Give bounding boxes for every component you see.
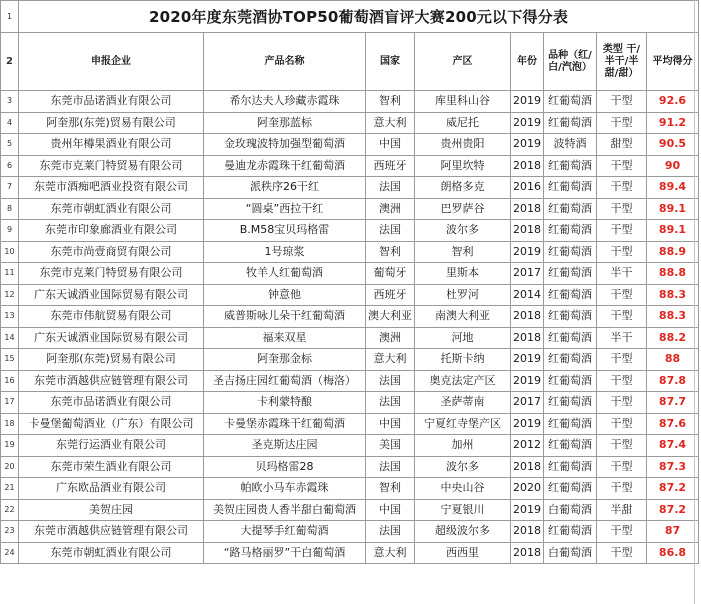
country-cell: 意大利 bbox=[366, 349, 415, 371]
region-cell: 库里科山谷 bbox=[415, 91, 511, 113]
variety-cell: 白葡萄酒 bbox=[544, 499, 597, 521]
product-cell: 阿奎那蓝标 bbox=[204, 112, 366, 134]
type-cell: 干型 bbox=[597, 392, 647, 414]
variety-cell: 红葡萄酒 bbox=[544, 284, 597, 306]
type-cell: 干型 bbox=[597, 521, 647, 543]
product-cell: 金玫瑰波特加强型葡萄酒 bbox=[204, 134, 366, 156]
year-cell: 2018 bbox=[511, 456, 544, 478]
header-row bbox=[1, 33, 699, 91]
company-cell: 东莞市朝虹酒业有限公司 bbox=[19, 542, 204, 564]
row-number: 17 bbox=[1, 392, 19, 414]
table-row bbox=[1, 499, 699, 521]
year-cell: 2020 bbox=[511, 478, 544, 500]
company-cell: 东莞市品诺酒业有限公司 bbox=[19, 91, 204, 113]
product-cell: “圆桌”西拉干红 bbox=[204, 198, 366, 220]
row-number: 14 bbox=[1, 327, 19, 349]
company-cell: 广东天诚酒业国际贸易有限公司 bbox=[19, 327, 204, 349]
row-number: 5 bbox=[1, 134, 19, 156]
grid-edge bbox=[694, 0, 701, 604]
title-row bbox=[1, 1, 699, 33]
product-cell: 福来双星 bbox=[204, 327, 366, 349]
region-cell: 智利 bbox=[415, 241, 511, 263]
company-cell: 东莞市荣生酒业有限公司 bbox=[19, 456, 204, 478]
product-cell: 卡曼堡赤霞珠干红葡萄酒 bbox=[204, 413, 366, 435]
header-type: 类型 干/半干/半甜/甜） bbox=[597, 33, 647, 91]
company-cell: 阿奎那(东莞)贸易有限公司 bbox=[19, 112, 204, 134]
country-cell: 法国 bbox=[366, 521, 415, 543]
row-number: 3 bbox=[1, 91, 19, 113]
type-cell: 干型 bbox=[597, 413, 647, 435]
year-cell: 2018 bbox=[511, 521, 544, 543]
company-cell: 阿奎那(东莞)贸易有限公司 bbox=[19, 349, 204, 371]
region-cell: 宁夏银川 bbox=[415, 499, 511, 521]
company-cell: 东莞市朝虹酒业有限公司 bbox=[19, 198, 204, 220]
country-cell: 法国 bbox=[366, 177, 415, 199]
product-cell: 圣吉扬庄园红葡萄酒（梅洛） bbox=[204, 370, 366, 392]
variety-cell: 红葡萄酒 bbox=[544, 263, 597, 285]
region-cell: 中央山谷 bbox=[415, 478, 511, 500]
region-cell: 圣萨蒂南 bbox=[415, 392, 511, 414]
country-cell: 澳洲 bbox=[366, 198, 415, 220]
country-cell: 西班牙 bbox=[366, 155, 415, 177]
country-cell: 法国 bbox=[366, 392, 415, 414]
table-row bbox=[1, 284, 699, 306]
country-cell: 中国 bbox=[366, 134, 415, 156]
product-cell: 1号琼浆 bbox=[204, 241, 366, 263]
row-number: 18 bbox=[1, 413, 19, 435]
region-cell: 里斯本 bbox=[415, 263, 511, 285]
row-number: 16 bbox=[1, 370, 19, 392]
country-cell: 澳大利亚 bbox=[366, 306, 415, 328]
score-cell: 86.8 bbox=[647, 542, 699, 564]
row-number: 12 bbox=[1, 284, 19, 306]
row-number: 10 bbox=[1, 241, 19, 263]
year-cell: 2019 bbox=[511, 241, 544, 263]
table-row bbox=[1, 456, 699, 478]
variety-cell: 红葡萄酒 bbox=[544, 220, 597, 242]
region-cell: 贵州贵阳 bbox=[415, 134, 511, 156]
table-row bbox=[1, 263, 699, 285]
country-cell: 西班牙 bbox=[366, 284, 415, 306]
row-number: 4 bbox=[1, 112, 19, 134]
type-cell: 干型 bbox=[597, 478, 647, 500]
company-cell: 东莞市品诺酒业有限公司 bbox=[19, 392, 204, 414]
company-cell: 东莞市酒痴吧酒业投资有限公司 bbox=[19, 177, 204, 199]
year-cell: 2018 bbox=[511, 198, 544, 220]
variety-cell: 红葡萄酒 bbox=[544, 177, 597, 199]
product-cell: 卡利蒙特酿 bbox=[204, 392, 366, 414]
region-cell: 加州 bbox=[415, 435, 511, 457]
company-cell: 广东天诚酒业国际贸易有限公司 bbox=[19, 284, 204, 306]
type-cell: 干型 bbox=[597, 241, 647, 263]
year-cell: 2019 bbox=[511, 413, 544, 435]
score-cell: 87.8 bbox=[647, 370, 699, 392]
table-row bbox=[1, 198, 699, 220]
region-cell: 波尔多 bbox=[415, 220, 511, 242]
row-number: 6 bbox=[1, 155, 19, 177]
product-cell: 贝玛格雷28 bbox=[204, 456, 366, 478]
score-cell: 87.2 bbox=[647, 499, 699, 521]
variety-cell: 红葡萄酒 bbox=[544, 155, 597, 177]
region-cell: 河地 bbox=[415, 327, 511, 349]
type-cell: 半干 bbox=[597, 327, 647, 349]
product-cell: “路马格丽罗”干白葡萄酒 bbox=[204, 542, 366, 564]
variety-cell: 红葡萄酒 bbox=[544, 521, 597, 543]
country-cell: 法国 bbox=[366, 220, 415, 242]
year-cell: 2017 bbox=[511, 263, 544, 285]
country-cell: 意大利 bbox=[366, 542, 415, 564]
row-number: 1 bbox=[1, 1, 19, 33]
year-cell: 2019 bbox=[511, 349, 544, 371]
company-cell: 东莞市酒越供应链管理有限公司 bbox=[19, 370, 204, 392]
variety-cell: 红葡萄酒 bbox=[544, 478, 597, 500]
variety-cell: 红葡萄酒 bbox=[544, 241, 597, 263]
region-cell: 托斯卡纳 bbox=[415, 349, 511, 371]
variety-cell: 红葡萄酒 bbox=[544, 392, 597, 414]
score-cell: 87.7 bbox=[647, 392, 699, 414]
variety-cell: 红葡萄酒 bbox=[544, 413, 597, 435]
variety-cell: 红葡萄酒 bbox=[544, 370, 597, 392]
table-row bbox=[1, 392, 699, 414]
type-cell: 干型 bbox=[597, 435, 647, 457]
product-cell: 钟意他 bbox=[204, 284, 366, 306]
product-cell: 威普斯咏儿朵干红葡萄酒 bbox=[204, 306, 366, 328]
score-cell: 87.3 bbox=[647, 456, 699, 478]
type-cell: 半甜 bbox=[597, 499, 647, 521]
year-cell: 2018 bbox=[511, 220, 544, 242]
type-cell: 干型 bbox=[597, 220, 647, 242]
year-cell: 2018 bbox=[511, 155, 544, 177]
company-cell: 东莞市酒越供应链管理有限公司 bbox=[19, 521, 204, 543]
region-cell: 威尼托 bbox=[415, 112, 511, 134]
score-cell: 89.1 bbox=[647, 220, 699, 242]
variety-cell: 波特酒 bbox=[544, 134, 597, 156]
year-cell: 2017 bbox=[511, 392, 544, 414]
row-number: 7 bbox=[1, 177, 19, 199]
region-cell: 朗格多克 bbox=[415, 177, 511, 199]
row-number: 2 bbox=[1, 33, 19, 91]
company-cell: 广东欧品酒业有限公司 bbox=[19, 478, 204, 500]
score-cell: 88.8 bbox=[647, 263, 699, 285]
product-cell: 圣克斯达庄园 bbox=[204, 435, 366, 457]
product-cell: 帕欧小马车赤霞珠 bbox=[204, 478, 366, 500]
row-number: 21 bbox=[1, 478, 19, 500]
row-number: 8 bbox=[1, 198, 19, 220]
header-region: 产区 bbox=[415, 33, 511, 91]
company-cell: 东莞市尚壹商贸有限公司 bbox=[19, 241, 204, 263]
row-number: 24 bbox=[1, 542, 19, 564]
year-cell: 2012 bbox=[511, 435, 544, 457]
product-cell: 派秩序26干红 bbox=[204, 177, 366, 199]
header-company: 申报企业 bbox=[19, 33, 204, 91]
product-cell: 美贺庄园贵人香半甜白葡萄酒 bbox=[204, 499, 366, 521]
score-cell: 90.5 bbox=[647, 134, 699, 156]
header-variety: 品种（红/白/汽泡） bbox=[544, 33, 597, 91]
company-cell: 卡曼堡葡萄酒业（广东）有限公司 bbox=[19, 413, 204, 435]
variety-cell: 红葡萄酒 bbox=[544, 91, 597, 113]
year-cell: 2019 bbox=[511, 112, 544, 134]
table-row bbox=[1, 241, 699, 263]
year-cell: 2018 bbox=[511, 306, 544, 328]
country-cell: 美国 bbox=[366, 435, 415, 457]
score-cell: 88.3 bbox=[647, 306, 699, 328]
type-cell: 干型 bbox=[597, 306, 647, 328]
row-number: 23 bbox=[1, 521, 19, 543]
variety-cell: 白葡萄酒 bbox=[544, 542, 597, 564]
row-number: 13 bbox=[1, 306, 19, 328]
variety-cell: 红葡萄酒 bbox=[544, 456, 597, 478]
type-cell: 干型 bbox=[597, 91, 647, 113]
region-cell: 阿里坎特 bbox=[415, 155, 511, 177]
company-cell: 东莞市印象廊酒业有限公司 bbox=[19, 220, 204, 242]
row-number: 22 bbox=[1, 499, 19, 521]
variety-cell: 红葡萄酒 bbox=[544, 112, 597, 134]
country-cell: 法国 bbox=[366, 456, 415, 478]
table-row bbox=[1, 155, 699, 177]
year-cell: 2019 bbox=[511, 499, 544, 521]
country-cell: 中国 bbox=[366, 413, 415, 435]
table-row bbox=[1, 370, 699, 392]
score-cell: 88.3 bbox=[647, 284, 699, 306]
table-row bbox=[1, 91, 699, 113]
year-cell: 2019 bbox=[511, 370, 544, 392]
product-cell: 大提琴手红葡萄酒 bbox=[204, 521, 366, 543]
company-cell: 美贺庄园 bbox=[19, 499, 204, 521]
table-row bbox=[1, 177, 699, 199]
company-cell: 东莞市伟航贸易有限公司 bbox=[19, 306, 204, 328]
table-row bbox=[1, 542, 699, 564]
type-cell: 干型 bbox=[597, 155, 647, 177]
table-row bbox=[1, 327, 699, 349]
score-cell: 88.9 bbox=[647, 241, 699, 263]
score-cell: 87 bbox=[647, 521, 699, 543]
row-number: 11 bbox=[1, 263, 19, 285]
company-cell: 东莞市克莱门特贸易有限公司 bbox=[19, 155, 204, 177]
score-cell: 91.2 bbox=[647, 112, 699, 134]
year-cell: 2016 bbox=[511, 177, 544, 199]
type-cell: 干型 bbox=[597, 349, 647, 371]
table-row bbox=[1, 521, 699, 543]
country-cell: 智利 bbox=[366, 241, 415, 263]
region-cell: 巴罗萨谷 bbox=[415, 198, 511, 220]
row-number: 9 bbox=[1, 220, 19, 242]
region-cell: 奥克法定产区 bbox=[415, 370, 511, 392]
header-score: 平均得分 bbox=[647, 33, 699, 91]
product-cell: 牧羊人红葡萄酒 bbox=[204, 263, 366, 285]
table-row bbox=[1, 112, 699, 134]
region-cell: 宁夏红寺堡产区 bbox=[415, 413, 511, 435]
score-cell: 89.4 bbox=[647, 177, 699, 199]
variety-cell: 红葡萄酒 bbox=[544, 198, 597, 220]
variety-cell: 红葡萄酒 bbox=[544, 349, 597, 371]
score-cell: 87.6 bbox=[647, 413, 699, 435]
region-cell: 超级波尔多 bbox=[415, 521, 511, 543]
type-cell: 干型 bbox=[597, 456, 647, 478]
variety-cell: 红葡萄酒 bbox=[544, 327, 597, 349]
table-row bbox=[1, 478, 699, 500]
header-year: 年份 bbox=[511, 33, 544, 91]
year-cell: 2019 bbox=[511, 134, 544, 156]
type-cell: 干型 bbox=[597, 370, 647, 392]
country-cell: 智利 bbox=[366, 91, 415, 113]
sheet-title: 2020年度东莞酒协TOP50葡萄酒盲评大赛200元以下得分表 bbox=[19, 1, 699, 33]
score-cell: 89.1 bbox=[647, 198, 699, 220]
country-cell: 澳洲 bbox=[366, 327, 415, 349]
product-cell: 阿奎那金标 bbox=[204, 349, 366, 371]
product-cell: 希尔达夫人珍藏赤霞珠 bbox=[204, 91, 366, 113]
variety-cell: 红葡萄酒 bbox=[544, 306, 597, 328]
score-cell: 87.2 bbox=[647, 478, 699, 500]
header-country: 国家 bbox=[366, 33, 415, 91]
table-row bbox=[1, 220, 699, 242]
country-cell: 中国 bbox=[366, 499, 415, 521]
score-cell: 90 bbox=[647, 155, 699, 177]
company-cell: 东莞行运酒业有限公司 bbox=[19, 435, 204, 457]
year-cell: 2018 bbox=[511, 542, 544, 564]
score-cell: 88.2 bbox=[647, 327, 699, 349]
country-cell: 意大利 bbox=[366, 112, 415, 134]
table-row bbox=[1, 134, 699, 156]
country-cell: 葡萄牙 bbox=[366, 263, 415, 285]
type-cell: 干型 bbox=[597, 198, 647, 220]
row-number: 15 bbox=[1, 349, 19, 371]
region-cell: 波尔多 bbox=[415, 456, 511, 478]
country-cell: 法国 bbox=[366, 370, 415, 392]
type-cell: 干型 bbox=[597, 284, 647, 306]
type-cell: 半干 bbox=[597, 263, 647, 285]
year-cell: 2014 bbox=[511, 284, 544, 306]
score-cell: 87.4 bbox=[647, 435, 699, 457]
product-cell: B.M58宝贝玛格雷 bbox=[204, 220, 366, 242]
type-cell: 干型 bbox=[597, 177, 647, 199]
year-cell: 2018 bbox=[511, 327, 544, 349]
region-cell: 杜罗河 bbox=[415, 284, 511, 306]
table-row bbox=[1, 435, 699, 457]
region-cell: 西西里 bbox=[415, 542, 511, 564]
country-cell: 智利 bbox=[366, 478, 415, 500]
score-cell: 88 bbox=[647, 349, 699, 371]
product-cell: 曼迪龙赤霞珠干红葡萄酒 bbox=[204, 155, 366, 177]
type-cell: 甜型 bbox=[597, 134, 647, 156]
header-product: 产品名称 bbox=[204, 33, 366, 91]
table-row bbox=[1, 413, 699, 435]
type-cell: 干型 bbox=[597, 542, 647, 564]
region-cell: 南澳大利亚 bbox=[415, 306, 511, 328]
variety-cell: 红葡萄酒 bbox=[544, 435, 597, 457]
company-cell: 东莞市克莱门特贸易有限公司 bbox=[19, 263, 204, 285]
type-cell: 干型 bbox=[597, 112, 647, 134]
row-number: 19 bbox=[1, 435, 19, 457]
company-cell: 贵州年樽果酒业有限公司 bbox=[19, 134, 204, 156]
score-cell: 92.6 bbox=[647, 91, 699, 113]
row-number: 20 bbox=[1, 456, 19, 478]
table-row bbox=[1, 306, 699, 328]
table-row bbox=[1, 349, 699, 371]
year-cell: 2019 bbox=[511, 91, 544, 113]
